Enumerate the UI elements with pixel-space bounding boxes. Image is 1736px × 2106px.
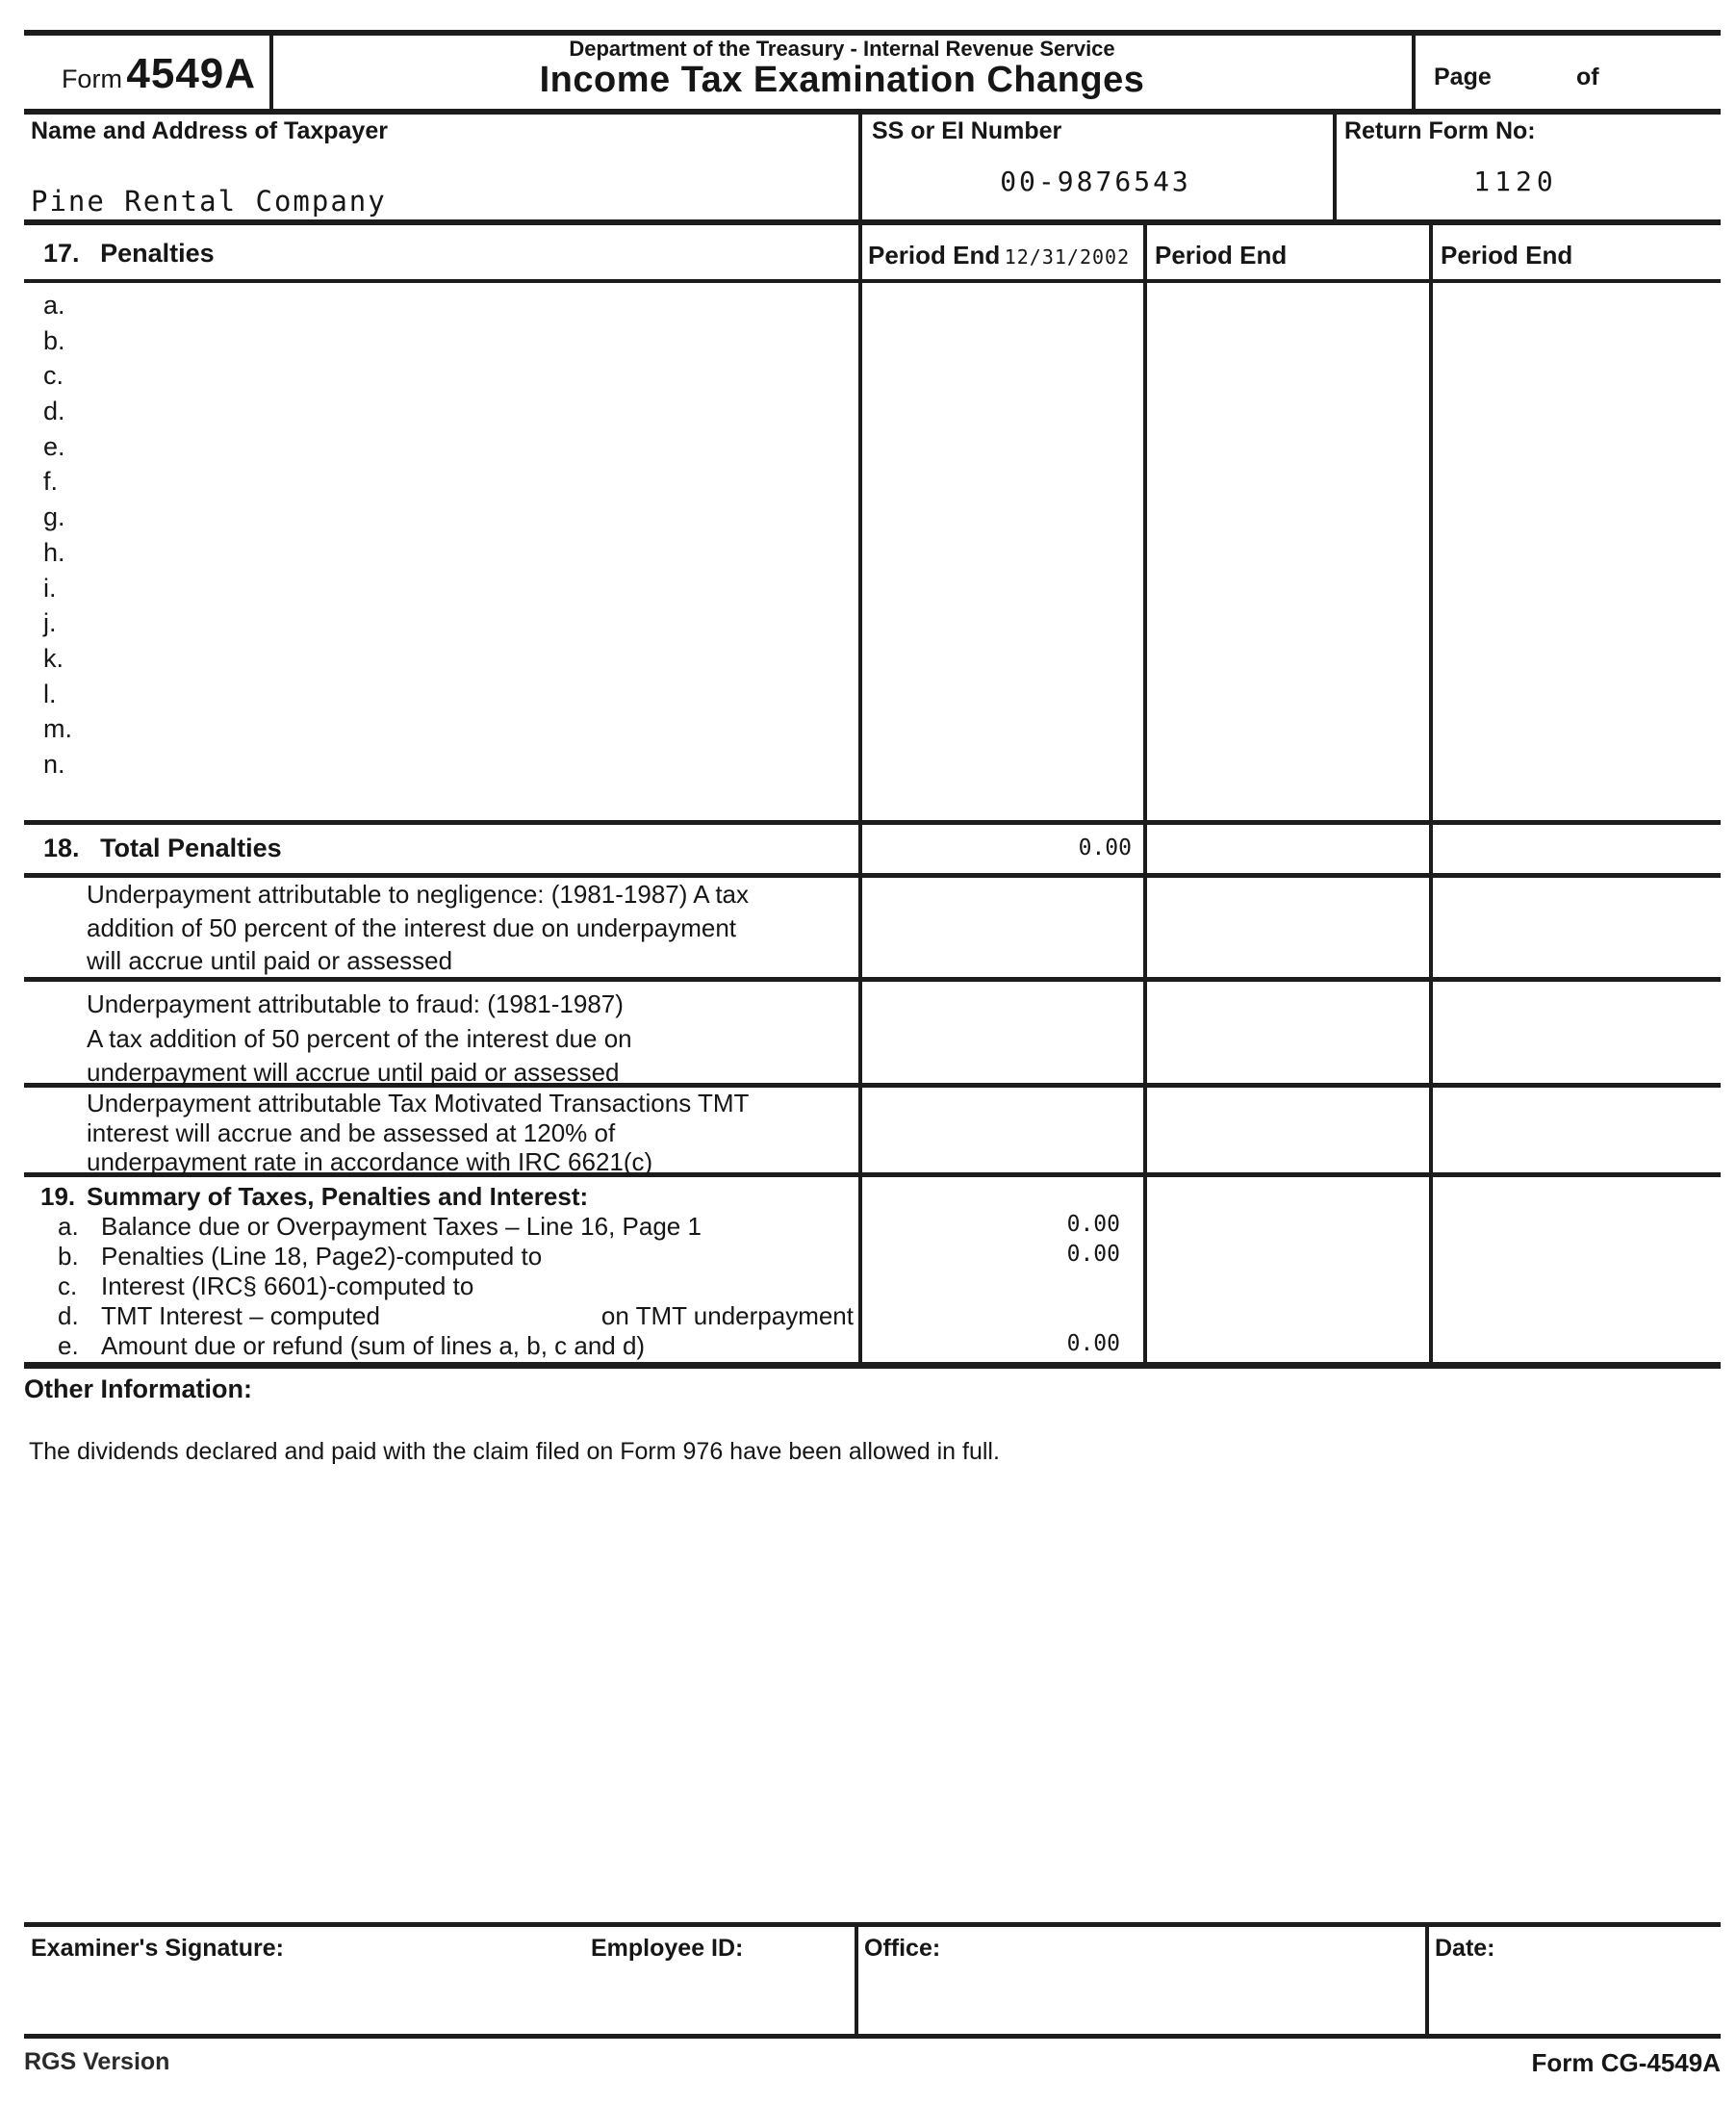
penalty-letter: b. xyxy=(43,325,65,355)
footer-right: Form CG-4549A xyxy=(1531,2048,1721,2077)
divider-col2-col3 xyxy=(1429,219,1433,1362)
examiner-signature-label: Examiner's Signature: xyxy=(31,1935,284,1962)
period1-header xyxy=(868,241,1130,270)
penalty-letter: h. xyxy=(43,537,65,567)
return-form-label: Return Form No: xyxy=(1344,117,1536,144)
period1-date: 12/31/2002 xyxy=(1004,245,1131,269)
row19-item-c xyxy=(40,1271,854,1301)
penalty-letter: n. xyxy=(43,749,65,779)
penalty-letter: c. xyxy=(43,361,64,391)
other-info-label: Other Information: xyxy=(24,1374,252,1403)
rule-colhead-bottom xyxy=(24,279,1721,283)
return-form-value: 1120 xyxy=(1473,166,1558,197)
office-label: Office: xyxy=(864,1935,941,1962)
row19-value-c xyxy=(858,1271,1132,1301)
penalty-letter: e. xyxy=(43,431,65,461)
footer-left: RGS Version xyxy=(24,2048,170,2075)
row19-text-right: on TMT underpayment xyxy=(600,1301,854,1330)
row19-text-split xyxy=(101,1301,854,1331)
row19-number: 19. xyxy=(40,1182,76,1211)
rule-signature-bottom xyxy=(24,2034,1721,2039)
penalty-letter-list xyxy=(43,291,72,785)
row19-text: Amount due or refund (sum of lines a, b, c and d) xyxy=(101,1331,646,1360)
divider-col1-col2 xyxy=(1143,219,1147,1362)
fraud-line: Underpayment attributable to fraud: (1981-1987) xyxy=(87,989,624,1018)
row19-item-b xyxy=(40,1242,854,1271)
form-title: Income Tax Examination Changes xyxy=(539,60,1145,100)
row18-number: 18. xyxy=(43,834,80,862)
negligence-line: addition of 50 percent of the interest due on underpayment xyxy=(87,912,737,942)
taxpayer-name-label: Name and Address of Taxpayer xyxy=(31,117,388,144)
row18-value: 0.00 xyxy=(1078,835,1132,860)
divider-page-box xyxy=(1412,30,1416,115)
row19-value-a: 0.00 xyxy=(1066,1212,1120,1237)
row19-letter: b. xyxy=(58,1242,79,1271)
period3-header: Period End xyxy=(1441,241,1573,270)
fraud-block xyxy=(87,988,632,1091)
penalty-letter: m. xyxy=(43,714,72,744)
penalty-letter: i. xyxy=(43,573,57,603)
negligence-line: will accrue until paid or assessed xyxy=(87,946,453,975)
agency-line: Department of the Treasury - Internal Revenue Service xyxy=(569,37,1115,61)
row19-text: Balance due or Overpayment Taxes – Line 16, Page 1 xyxy=(101,1212,702,1241)
ssn-label: SS or EI Number xyxy=(872,117,1062,144)
ssn-value: 00-9876543 xyxy=(1000,166,1191,197)
penalty-letter: l. xyxy=(43,679,57,708)
divider-formno-box xyxy=(269,30,273,115)
row19-text: Penalties (Line 18, Page2)-computed to xyxy=(101,1242,543,1271)
other-info-text: The dividends declared and paid with the claim filed on Form 976 have been allowed in full. xyxy=(29,1438,1000,1465)
row18-label: Total Penalties xyxy=(100,834,282,862)
penalty-letter: d. xyxy=(43,397,65,426)
rule-signature-top xyxy=(24,1922,1721,1927)
divider-office xyxy=(855,1922,858,2036)
row19-item-e xyxy=(40,1331,854,1361)
date-label: Date: xyxy=(1435,1935,1495,1962)
page-label: Page xyxy=(1434,64,1492,90)
employee-id-label: Employee ID: xyxy=(591,1935,744,1962)
tmt-line: Underpayment attributable Tax Motivated Transactions TMT xyxy=(87,1089,750,1117)
divider-date xyxy=(1425,1922,1429,2036)
row17-number: 17. xyxy=(43,239,80,268)
row19-text: TMT Interest – computed xyxy=(101,1301,380,1330)
section19-values-col1 xyxy=(858,1182,1132,1361)
rule-above-18 xyxy=(24,820,1721,825)
section19 xyxy=(40,1182,854,1361)
penalty-letter: g. xyxy=(43,502,65,532)
fraud-line: underpayment will accrue until paid or assessed xyxy=(87,1058,620,1087)
rule-header-bottom xyxy=(24,109,1721,115)
row19-letter: c. xyxy=(58,1271,78,1300)
tmt-block xyxy=(87,1089,749,1177)
row19-value-spacer xyxy=(858,1182,1132,1212)
row19-value-b: 0.00 xyxy=(1066,1242,1120,1267)
tmt-line: underpayment rate in accordance with IRC 6621(c) xyxy=(87,1147,653,1176)
negligence-line: Underpayment attributable to negligence: (1981-1987) A tax xyxy=(87,880,750,909)
penalty-letter: a. xyxy=(43,291,65,320)
taxpayer-name-value: Pine Rental Company xyxy=(31,185,387,218)
row19-letter: a. xyxy=(58,1212,79,1241)
row19-item-d xyxy=(40,1301,854,1331)
row19-item-a xyxy=(40,1212,854,1242)
row18 xyxy=(43,834,282,863)
fraud-line: A tax addition of 50 percent of the interest due on xyxy=(87,1023,632,1053)
period2-header: Period End xyxy=(1155,241,1288,270)
form-number-box xyxy=(58,50,260,98)
row19-label: Summary of Taxes, Penalties and Interest: xyxy=(87,1182,589,1211)
tmt-line: interest will accrue and be assessed at 120% of xyxy=(87,1117,616,1147)
page-of-label: of xyxy=(1576,64,1599,90)
row17 xyxy=(43,239,215,269)
penalty-letter: j. xyxy=(43,608,57,638)
row17-label: Penalties xyxy=(100,239,215,268)
period1-label: Period End xyxy=(868,241,1001,270)
divider-desc-col1 xyxy=(858,109,862,1362)
negligence-block xyxy=(87,878,749,978)
row19-header xyxy=(40,1182,854,1212)
penalty-letter: f. xyxy=(43,467,59,497)
row19-value-d xyxy=(858,1301,1132,1331)
row19-text: Interest (IRC§ 6601)-computed to xyxy=(101,1271,474,1300)
form-number: 4549A xyxy=(126,50,257,97)
rule-below-19 xyxy=(24,1362,1721,1369)
rule-below-negligence xyxy=(24,977,1721,982)
penalty-letter: k. xyxy=(43,643,64,673)
rule-taxpayer-bottom xyxy=(24,219,1721,225)
row19-value-e: 0.00 xyxy=(1066,1331,1120,1356)
form-word: Form xyxy=(61,64,122,93)
row19-letter: d. xyxy=(58,1301,79,1330)
rule-top xyxy=(24,30,1721,36)
row19-letter: e. xyxy=(58,1331,79,1360)
